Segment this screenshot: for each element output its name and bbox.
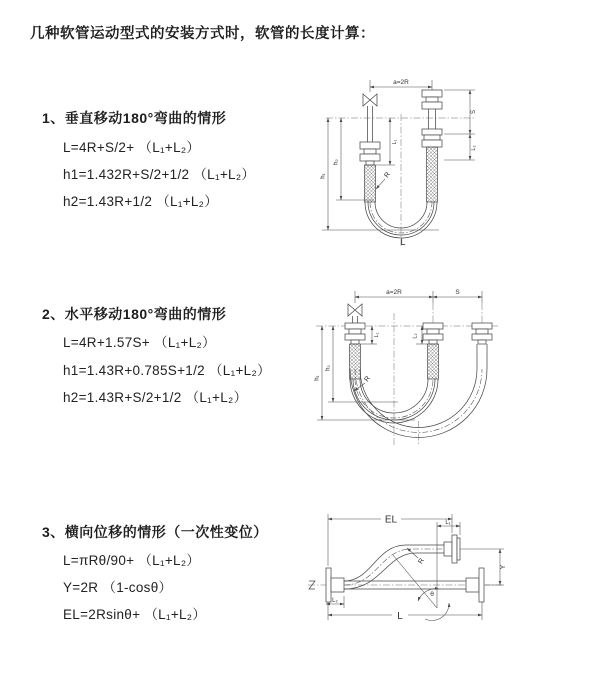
diagram-horizontal-180-bend xyxy=(310,283,515,458)
dim-label-h2: h₂ xyxy=(325,365,332,371)
dim-label-l2: L₂ xyxy=(412,333,419,339)
dim-label-el: EL xyxy=(384,514,398,526)
section-2-formula-h2: h2=1.43R+S/2+1/2 （L₁+L₂） xyxy=(63,390,248,405)
dimension-l xyxy=(328,602,482,622)
section-3-formula-Y: Y=2R （1-cosθ） xyxy=(63,580,173,595)
dim-label-h2: h₂ xyxy=(333,159,340,165)
section-1-formula-h1: h1=1.432R+S/2+1/2 （L₁+L₂） xyxy=(63,167,256,182)
angle-label: θ xyxy=(430,591,434,598)
diagram-lateral-displacement xyxy=(306,498,558,633)
valve-icon xyxy=(348,304,362,323)
dim-label-l1: L₁ xyxy=(392,139,398,145)
section-1-formula-L: L=4R+S/2+ （L₁+L₂） xyxy=(63,140,201,155)
angle-theta xyxy=(393,522,449,621)
section-1-formula-h2: h2=1.43R+1/2 （L₁+L₂） xyxy=(63,194,219,209)
dim-label-l1: L₁ xyxy=(374,332,380,338)
dim-label-l1: L₁ xyxy=(445,520,451,526)
centerlines xyxy=(316,303,498,445)
section-2-formula-L: L=4R+1.57S+ （L₁+L₂） xyxy=(63,335,216,350)
dimension-l1 xyxy=(437,520,460,535)
dimension-h1 xyxy=(321,118,440,230)
section-2-formula-h1: h1=1.43R+0.785S+1/2 （L₁+L₂） xyxy=(63,363,271,378)
dimension-a-2R xyxy=(355,289,482,303)
dim-label-h1: h₁ xyxy=(314,375,321,381)
dim-label-s: S xyxy=(471,109,477,115)
radius-callout xyxy=(376,171,392,189)
section-3-formula-EL: EL=2Rsinθ+ （L₁+L₂） xyxy=(63,607,207,622)
braided-hose-section xyxy=(427,147,438,202)
dimension-l2 xyxy=(470,134,477,160)
dim-label-h1: h₁ xyxy=(320,173,327,179)
page-title: 几种软管运动型式的安装方式时，软管的长度计算： xyxy=(30,26,375,42)
valve-icon xyxy=(363,94,377,106)
braided-hose-section xyxy=(428,344,439,379)
braided-hose-section xyxy=(365,165,376,202)
dim-label-l: L xyxy=(397,611,403,622)
dimension-s xyxy=(433,289,482,297)
dim-label-l2: L₂ xyxy=(332,598,338,604)
dim-label-a2r: a=2R xyxy=(393,79,409,86)
radius-label: R xyxy=(383,171,393,180)
section-3-formula-L: L=πRθ/90+ （L₁+L₂） xyxy=(63,553,201,568)
dimension-el xyxy=(328,514,452,566)
left-flange xyxy=(326,568,344,602)
section-3-heading: 3、横向位移的情形（一次性变位） xyxy=(42,524,268,540)
dim-label-l2: L₂ xyxy=(471,145,477,151)
section-1-heading: 1、垂直移动180°弯曲的情形 xyxy=(42,110,227,126)
hose-legs xyxy=(350,344,488,379)
section-2-heading: 2、水平移动180°弯曲的情形 xyxy=(42,306,227,322)
diagram-vertical-180-bend xyxy=(312,72,507,257)
dim-label-y: Y xyxy=(500,564,507,570)
radius-label: R xyxy=(363,375,373,384)
hose-right-leg xyxy=(422,90,442,202)
radius-label: R xyxy=(417,557,426,566)
dim-label-a2r: a=2R xyxy=(386,289,402,296)
length-label: L xyxy=(400,237,406,247)
radius-callout xyxy=(407,548,426,565)
dim-label-s: S xyxy=(455,289,460,296)
